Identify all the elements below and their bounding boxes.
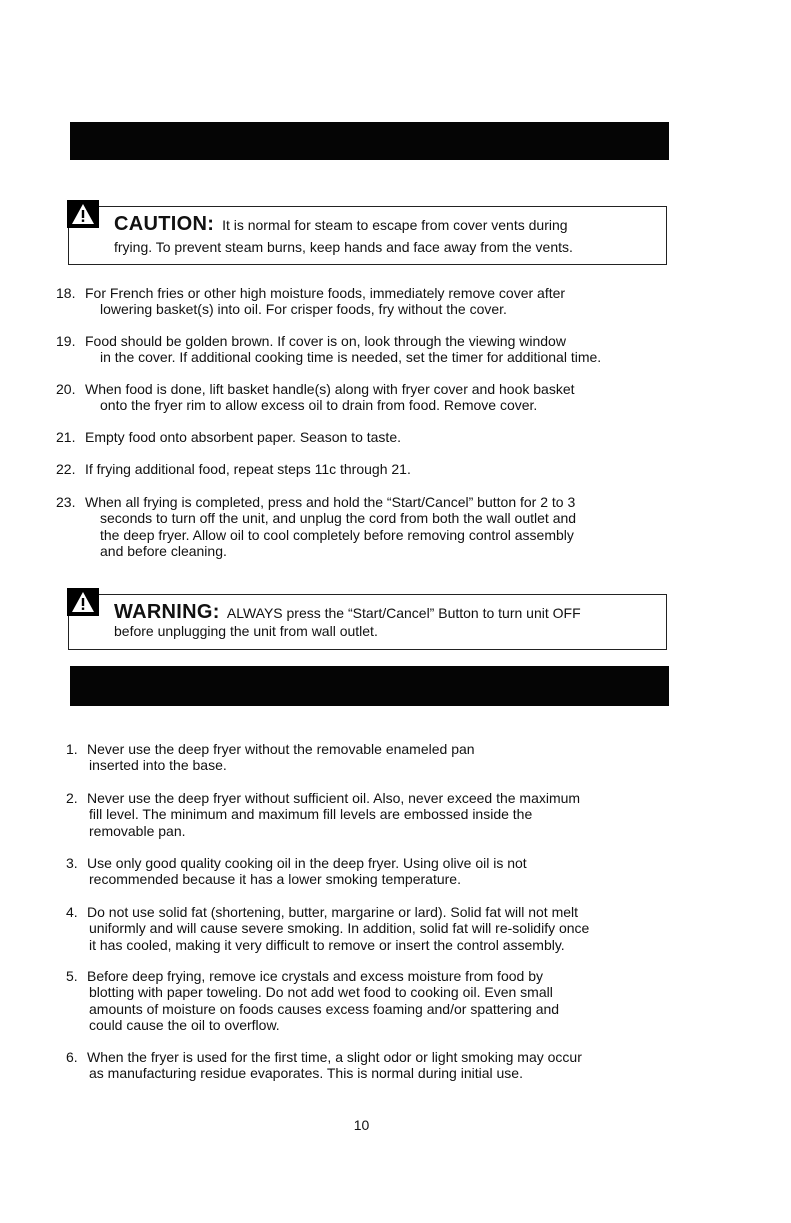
item-text-line: it has cooled, making it very difficult to remove or insert the control assembly.: [89, 936, 565, 953]
item-number: 1.: [66, 741, 78, 757]
item-number: 18.: [56, 285, 76, 301]
item-text-line: uniformly and will cause severe smoking. In addition, solid fat will re-solidify once: [89, 920, 590, 937]
section-header-bar-top: [70, 122, 669, 160]
item-text-line: Never use the deep fryer without the removable enameled pan: [87, 741, 475, 757]
item-number: 6.: [66, 1049, 78, 1065]
warning-triangle-icon: [67, 588, 99, 616]
item-text-line: Before deep frying, remove ice crystals and excess moisture from food by: [87, 968, 543, 984]
item-text-line: onto the fryer rim to allow excess oil to drain from food. Remove cover.: [100, 397, 538, 414]
caution-line-1: [114, 215, 568, 234]
item-text-line: blotting with paper toweling. Do not add wet food to cooking oil. Even small: [89, 984, 553, 1001]
item-number: 23.: [56, 494, 76, 510]
section-header-bar-bottom: [70, 666, 669, 706]
item-number: 21.: [56, 429, 76, 445]
item-text-line: When food is done, lift basket handle(s) along with fryer cover and hook basket: [85, 381, 575, 397]
item-text-line: When the fryer is used for the first time, a slight odor or light smoking may occur: [87, 1049, 582, 1065]
item-text-line: and before cleaning.: [100, 542, 227, 559]
item-text-line: Use only good quality cooking oil in the deep fryer. Using olive oil is not: [87, 855, 527, 871]
item-number: 2.: [66, 790, 78, 806]
item-text-line: as manufacturing residue evaporates. This is normal during initial use.: [89, 1065, 523, 1082]
item-number: 4.: [66, 904, 78, 920]
item-text-line: Food should be golden brown. If cover is on, look through the viewing window: [85, 333, 566, 349]
item-text-line: amounts of moisture on foods causes excess foaming and/or spattering and: [89, 1000, 560, 1017]
caution-box: [68, 206, 667, 265]
item-number: 20.: [56, 381, 76, 397]
warning-keyword: WARNING:: [114, 601, 220, 623]
item-number: 5.: [66, 968, 78, 984]
item-number: 19.: [56, 333, 76, 349]
item-number: 22.: [56, 461, 76, 477]
item-text-line: lowering basket(s) into oil. For crisper foods, fry without the cover.: [100, 301, 507, 318]
caution-keyword: CAUTION:: [114, 213, 215, 235]
caution-text-2: frying. To prevent steam burns, keep hands and face away from the vents.: [114, 239, 573, 255]
warning-text-2: before unplugging the unit from wall outlet.: [114, 623, 378, 639]
item-text-line: When all frying is completed, press and hold the “Start/Cancel” button for 2 to 3: [85, 494, 576, 510]
item-text-line: fill level. The minimum and maximum fill levels are embossed inside the: [89, 806, 533, 823]
warning-box: [68, 594, 667, 650]
item-text-line: in the cover. If additional cooking time is needed, set the timer for additional time.: [100, 349, 602, 366]
caution-text-1: It is normal for steam to escape from cover vents during: [222, 217, 568, 233]
page-number: 10: [353, 1117, 370, 1133]
item-text-line: seconds to turn off the unit, and unplug the cord from both the wall outlet and: [100, 510, 577, 527]
item-text-line: the deep fryer. Allow oil to cool completely before removing control assembly: [100, 526, 574, 543]
item-text-line: Do not use solid fat (shortening, butter, margarine or lard). Solid fat will not melt: [87, 904, 579, 920]
warning-line-1: [114, 603, 581, 622]
warning-text-1: ALWAYS press the “Start/Cancel” Button to turn unit OFF: [226, 605, 581, 621]
item-text-line: could cause the oil to overflow.: [89, 1016, 280, 1033]
item-text-line: If frying additional food, repeat steps 11c through 21.: [85, 461, 411, 477]
item-number: 3.: [66, 855, 78, 871]
item-text-line: removable pan.: [89, 822, 186, 839]
item-text-line: Empty food onto absorbent paper. Season to taste.: [85, 429, 401, 445]
warning-triangle-icon: [67, 200, 99, 228]
item-text-line: recommended because it has a lower smoking temperature.: [89, 871, 461, 888]
item-text-line: Never use the deep fryer without sufficient oil. Also, never exceed the maximum: [87, 790, 581, 806]
item-text-line: inserted into the base.: [89, 757, 227, 774]
item-text-line: For French fries or other high moisture foods, immediately remove cover after: [85, 285, 566, 301]
